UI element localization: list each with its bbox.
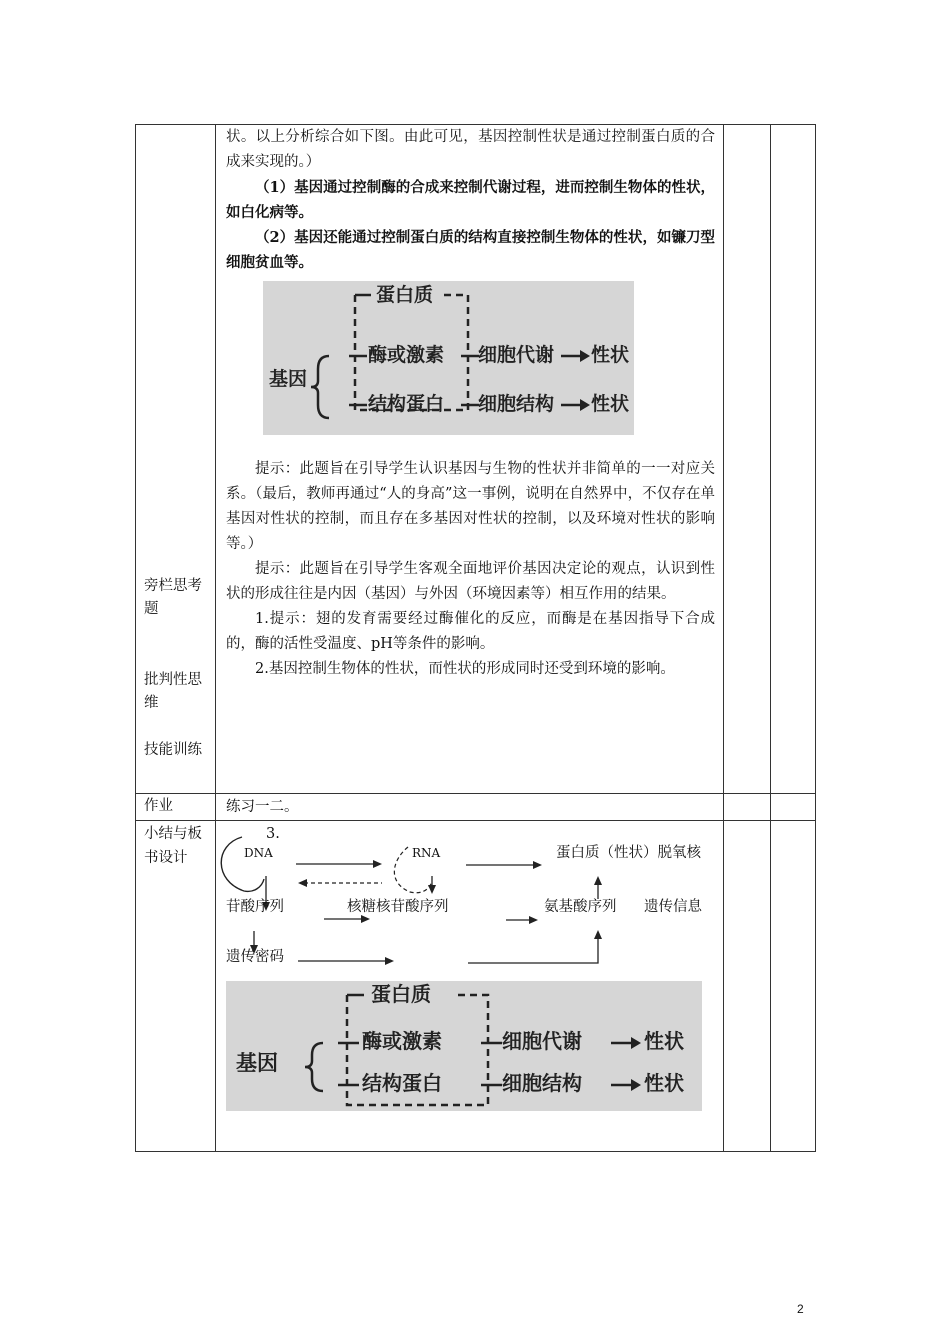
label-enzyme-hormone: 酶或激素 — [368, 344, 445, 366]
homework-content: 练习一二。 — [216, 794, 724, 821]
homework-label: 作业 — [136, 794, 216, 821]
empty-cell — [771, 125, 816, 794]
answer-one: 1.提示：翅的发育需要经过酶催化的反应，而酶是在基因指导下合成的，酶的活性受温度、pH等条件的影响。 — [226, 611, 715, 652]
point-two: （2）基因还能通过控制蛋白质的结构直接控制生物体的性状，如镰刀型细胞贫血等。 — [226, 229, 715, 271]
lesson-plan-table — [135, 124, 816, 1152]
label-gene: 基因 — [269, 368, 308, 390]
label-structural-protein: 结构蛋白 — [362, 1071, 442, 1095]
label-cell-metabolism: 细胞代谢 — [478, 344, 555, 366]
label-trait: 性状 — [644, 1029, 684, 1053]
hint-one: 提示：此题旨在引导学生认识基因与生物的性状并非简单的一一对应关系。（最后，教师再通过“人的身高”这一事例，说明在自然界中，不仅存在单基因对性状的控制，而且存在多基因对性状的控制，以及环境对性状的影响等。） — [226, 461, 715, 552]
ribo-sequence-label: 核糖核苷酸序列 — [347, 899, 449, 915]
label-trait: 性状 — [591, 344, 630, 366]
gene-trait-diagram — [263, 281, 634, 435]
label-enzyme-hormone: 酶或激素 — [362, 1029, 442, 1053]
empty-cell — [724, 794, 771, 821]
label-gene: 基因 — [236, 1051, 278, 1075]
label-cell-structure: 细胞结构 — [502, 1071, 582, 1095]
row-summary — [136, 821, 816, 1152]
label-cell-structure: 细胞结构 — [478, 393, 555, 415]
row-discussion — [136, 125, 816, 794]
deoxy-sequence-label: 苷酸序列 — [226, 899, 284, 915]
label-sidebar-questions: 旁栏思考题 — [144, 578, 202, 617]
genetic-code-label: 遗传密码 — [226, 949, 284, 965]
rna-label: RNA — [412, 846, 441, 860]
label-protein: 蛋白质 — [376, 284, 434, 306]
dna-label: DNA — [244, 846, 273, 860]
label-skill-training: 技能训练 — [144, 742, 202, 758]
label-protein: 蛋白质 — [371, 982, 431, 1006]
label-trait: 性状 — [591, 393, 630, 415]
gene-trait-diagram — [226, 981, 702, 1111]
row-homework — [136, 794, 816, 821]
blackboard-diagram — [216, 821, 723, 1151]
row-content-cell — [216, 125, 724, 794]
answer-two: 2.基因控制生物体的性状，而性状的形成同时还受到环境的影响。 — [255, 661, 675, 677]
summary-number: 3. — [266, 826, 280, 842]
intro-paragraph: 状。以上分析综合如下图。由此可见，基因控制性状是通过控制蛋白质的合成来实现的。） — [226, 129, 715, 170]
empty-cell — [724, 125, 771, 794]
genetic-info-label: 遗传信息 — [644, 899, 702, 915]
label-structural-protein: 结构蛋白 — [368, 393, 445, 415]
summary-label: 小结与板书设计 — [136, 821, 216, 1152]
label-critical-thinking: 批判性思维 — [144, 672, 202, 711]
label-trait: 性状 — [644, 1071, 684, 1095]
empty-cell — [724, 821, 771, 1152]
amino-sequence-label: 氨基酸序列 — [544, 899, 617, 915]
label-cell-metabolism: 细胞代谢 — [502, 1029, 582, 1053]
hint-two: 提示：此题旨在引导学生客观全面地评价基因决定论的观点，认识到性状的形成往往是内因（基因）与外因（环境因素等）相互作用的结果。 — [226, 561, 715, 602]
point-one: （1）基因通过控制酶的合成来控制代谢过程，进而控制生物体的性状，如白化病等。 — [226, 179, 715, 221]
empty-cell — [771, 821, 816, 1152]
page-number: 2 — [797, 1302, 804, 1316]
protein-trait-label: 蛋白质（性状）脱氧核 — [556, 845, 701, 861]
empty-cell — [771, 794, 816, 821]
summary-content — [216, 821, 724, 1152]
row-label-cell — [136, 125, 216, 794]
